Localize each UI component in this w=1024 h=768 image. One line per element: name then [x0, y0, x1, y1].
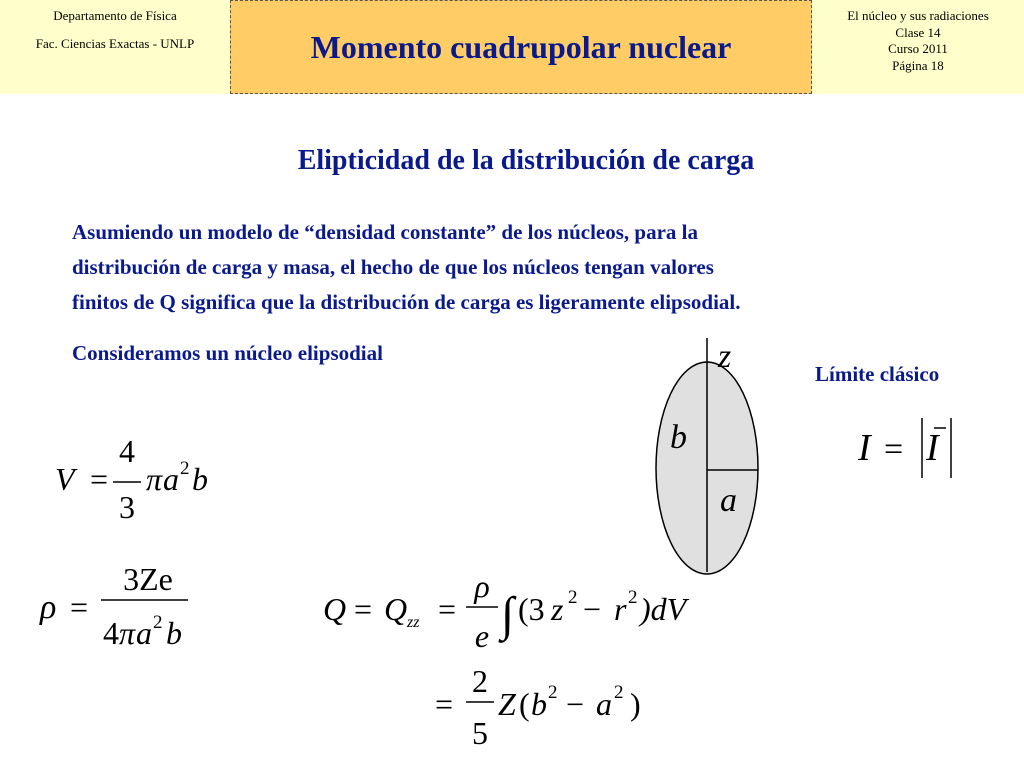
course-name: El núcleo y sus radiaciones: [847, 8, 989, 23]
result-minus: −: [566, 686, 585, 722]
quad-close-dV: )dV: [640, 591, 687, 627]
quad-z: z: [551, 591, 564, 627]
class-number: Clase 14: [895, 24, 941, 40]
volume-b: b: [192, 461, 208, 497]
volume-a: a: [163, 461, 179, 497]
result-Z: Z: [498, 686, 516, 722]
ellipsoid-diagram: [640, 330, 780, 575]
slide-title-box: [230, 0, 812, 94]
result-exp-1: 2: [548, 682, 558, 703]
quad-numerator: ρ: [474, 568, 490, 604]
z-axis-label: z: [718, 338, 732, 375]
result-exp-2: 2: [614, 682, 624, 703]
limit-Ibar: I: [926, 427, 939, 469]
limit-I: I: [858, 427, 871, 469]
quad-exp-2: 2: [628, 587, 638, 608]
section-subtitle: Elipticidad de la distribución de carga: [297, 145, 755, 176]
header-left: [0, 0, 230, 94]
density-equation: [35, 558, 215, 658]
limit-equals: =: [884, 431, 904, 468]
b-label: b: [670, 419, 687, 456]
quad-equals-1: =: [354, 591, 373, 627]
density-lhs: ρ: [40, 589, 57, 626]
volume-equation: [50, 430, 230, 530]
result-equals: =: [435, 686, 454, 722]
volume-exponent: 2: [180, 458, 190, 479]
volume-numerator: 4: [119, 433, 135, 469]
quad-equals-2: =: [438, 591, 457, 627]
result-equation: [430, 660, 660, 760]
limit-label: Límite clásico: [815, 362, 940, 386]
result-b: b: [531, 686, 547, 722]
paragraph-line-1: Asumiendo un modelo de “densidad constante” de los núcleos, para la: [72, 220, 699, 244]
quad-open: (3: [518, 591, 545, 627]
result-denominator: 5: [472, 715, 488, 751]
department-label: Departamento de Física: [53, 8, 177, 23]
quad-Qzz: Q: [384, 591, 408, 627]
intro-paragraph: [72, 215, 972, 320]
quadrupole-equation: [318, 565, 708, 660]
volume-denominator: 3: [119, 489, 135, 525]
density-den-four: 4: [103, 615, 119, 651]
density-den-pi: π: [119, 615, 136, 651]
density-equals: =: [70, 589, 89, 625]
a-label: a: [720, 482, 737, 519]
quad-r: r: [614, 591, 627, 627]
result-open-paren: (: [519, 686, 530, 722]
density-den-exponent: 2: [153, 612, 163, 633]
quad-subscript: zz: [407, 614, 420, 631]
paragraph-line-2: distribución de carga y masa, el hecho de que los núcleos tengan valores: [72, 255, 714, 279]
density-numerator: 3Ze: [123, 561, 173, 597]
density-den-b: b: [166, 615, 182, 651]
consider-text: Consideramos un núcleo elipsodial: [72, 341, 383, 365]
density-denominator: [103, 612, 182, 651]
course-year: Curso 2011: [888, 41, 948, 56]
page-number: Página 18: [892, 57, 944, 73]
quad-Q: Q: [323, 591, 347, 627]
quad-denominator: e: [474, 618, 490, 654]
result-a: a: [596, 686, 612, 722]
classical-limit-equation: [850, 410, 970, 485]
slide-title: Momento cuadrupolar nuclear: [310, 28, 732, 65]
volume-pi: π: [146, 461, 163, 497]
integral-sign: ∫: [501, 588, 515, 641]
quad-exp-1: 2: [568, 587, 578, 608]
result-numerator: 2: [472, 663, 488, 699]
header-right: [812, 0, 1024, 94]
result-close-paren: ): [630, 686, 641, 722]
paragraph-line-3: finitos de Q significa que la distribución de carga es ligeramente elipsodial.: [72, 290, 741, 314]
density-den-a: a: [136, 615, 152, 651]
volume-lhs: V: [55, 461, 75, 497]
faculty-label: Fac. Ciencias Exactas - UNLP: [35, 36, 195, 51]
volume-equals: =: [90, 461, 109, 497]
quad-minus: −: [583, 591, 602, 627]
